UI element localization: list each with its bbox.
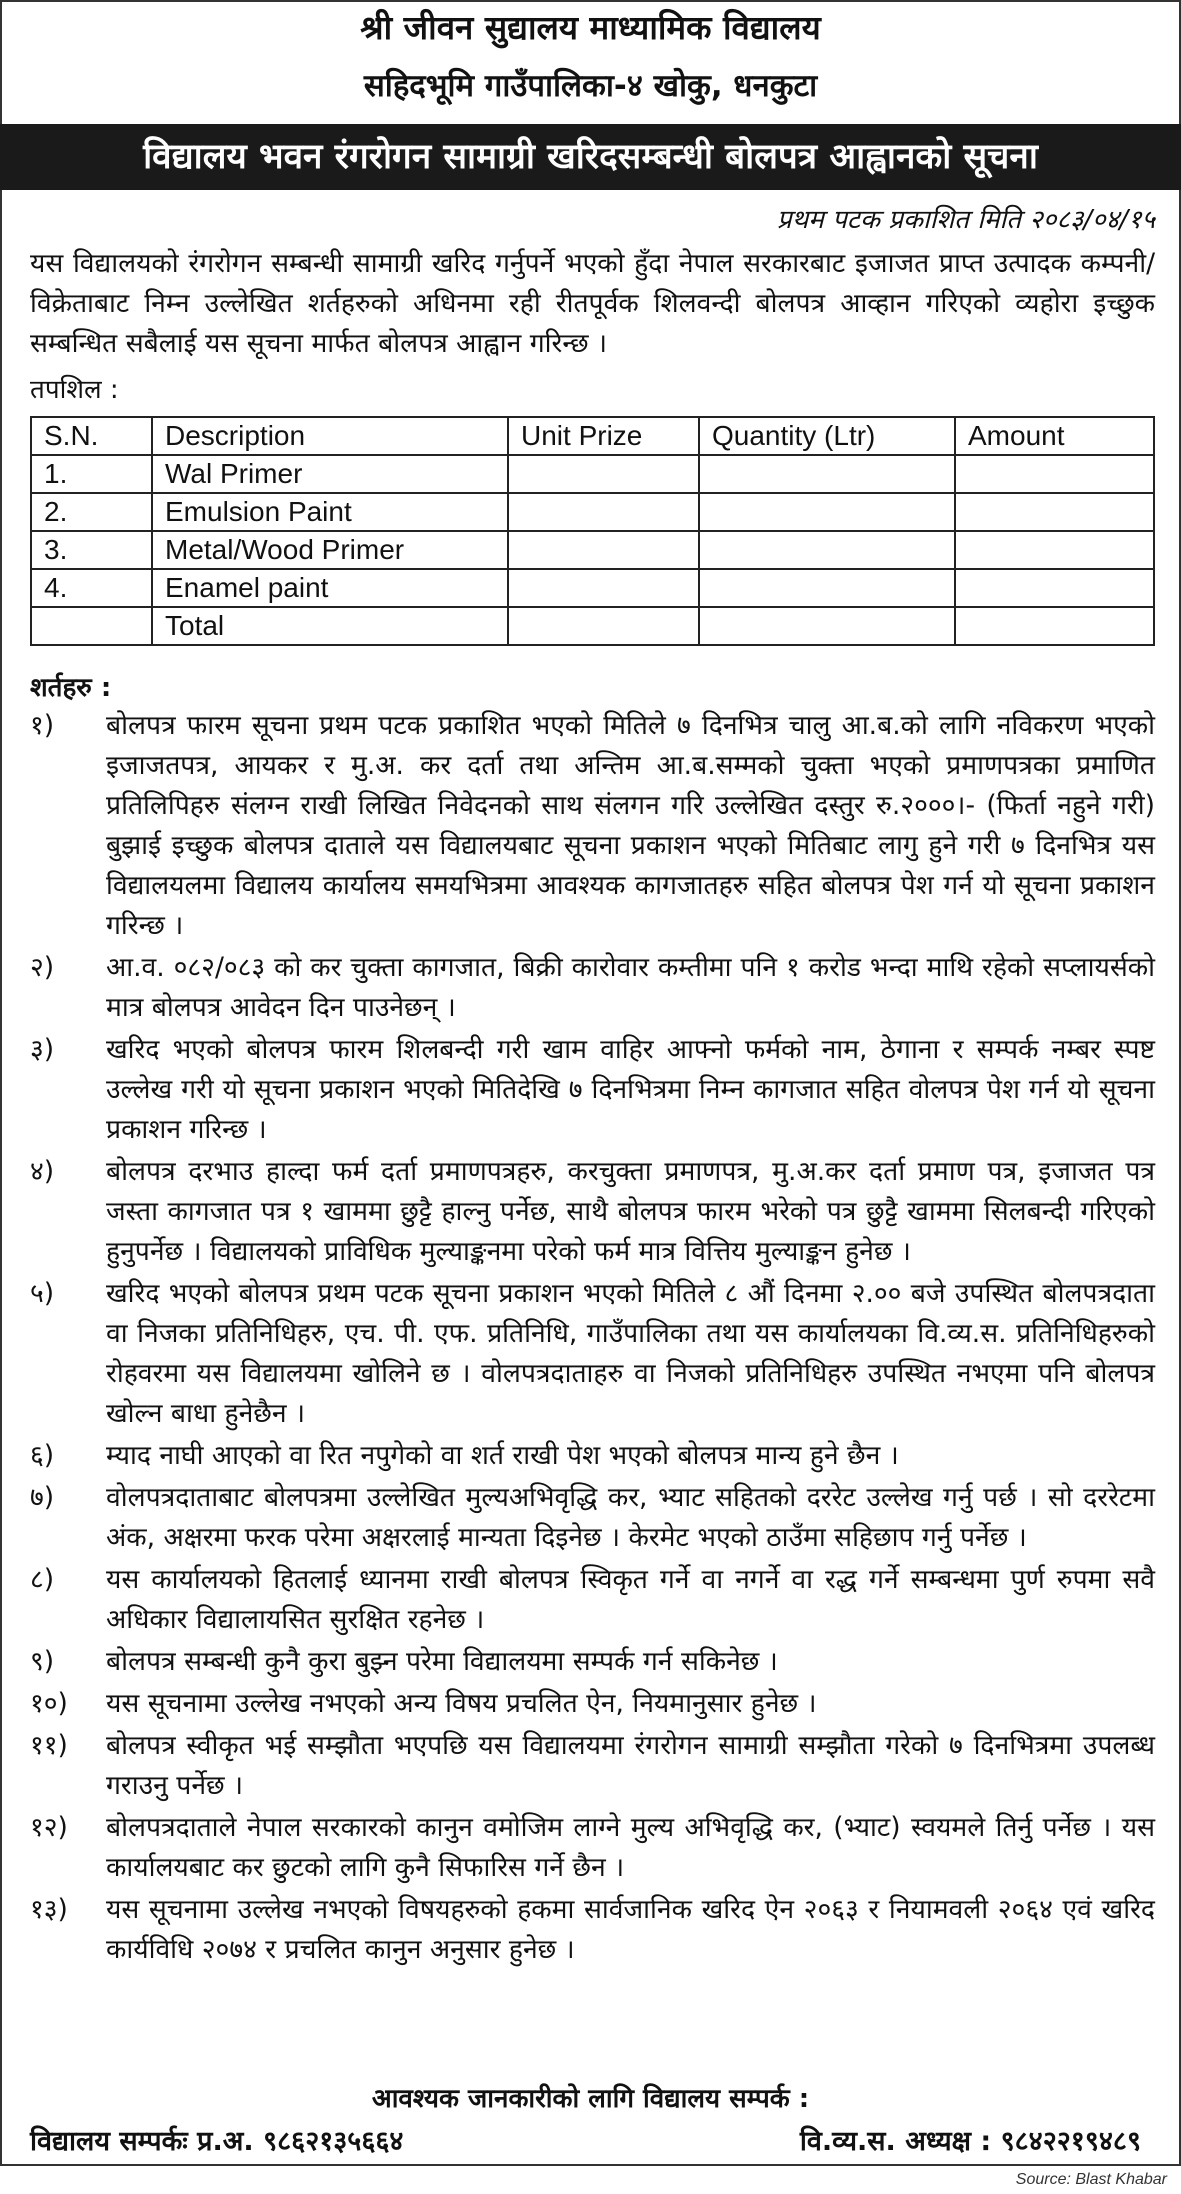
cell-unit-prize [508, 607, 699, 645]
table-row [31, 493, 1154, 531]
term-text: म्याद नाघी आएको वा रित नपुगेको वा शर्त राखी पेश भएको बोलपत्र मान्य हुने छैन । [106, 1440, 899, 1471]
list-item [30, 948, 1155, 1028]
contact-heading: आवश्यक जानकारीको लागि विद्यालय सम्पर्क : [371, 2084, 810, 2114]
term-number: १२) [30, 1812, 68, 1843]
term-text: बोलपत्र दरभाउ हाल्दा फर्म दर्ता प्रमाणपत्रहरु, करचुक्ता प्रमाणपत्र, मु.अ.कर दर्ता प्रमाण पत्र, इजाजत पत्र जस्ता कागजात पत्र १ खाममा छुट्टै हाल्नु पर्नेछ, साथै बोलपत्र फारम भरेको पत्र छुट्टै खाममा सिलबन्दी गरिएको हुनुपर्नेछ । विद्यालयको प्राविधिक मुल्याङ्कनमा परेको फर्म मात्र वित्तिय मुल्याङ्कन हुनेछ । [106, 1156, 1155, 1267]
cell-quantity [699, 569, 955, 607]
cell-unit-prize [508, 569, 699, 607]
term-text: खरिद भएको बोलपत्र प्रथम पटक सूचना प्रकाशन भएको मितिले ८ औं दिनमा २.०० बजे उपस्थित बोलपत्रदाता वा निजका प्रतिनिधिहरु, एच. पी. एफ. प्रतिनिधि, गाउँपालिका तथा यस कार्यालयका वि.व्य.स. प्रतिनिधिहरुको रोहवरमा यस विद्यालयमा खोलिने छ । वोलपत्रदाताहरु वा निजको प्रतिनिधिहरु उपस्थित नभएमा पनि बोलपत्र खोल्न बाधा हुनेछैन । [106, 1278, 1155, 1429]
school-name: श्री जीवन सुद्यालय माध्यामिक विद्यालय [360, 8, 821, 47]
term-text: वोलपत्रदाताबाट बोलपत्रमा उल्लेखित मुल्यअभिवृद्धि कर, भ्याट सहितको दररेट उल्लेख गर्नु पर्छ । सो दररेटमा अंक, अक्षरमा फरक परेमा अक्षरलाई मान्यता दिइनेछ । केरमेट भएको ठाउँमा सहिछाप गर्नु पर्नेछ । [106, 1482, 1155, 1553]
items-table [30, 416, 1155, 646]
term-text: खरिद भएको बोलपत्र फारम शिलबन्दी गरी खाम वाहिर आफ्नो फर्मको नाम, ठेगाना र सम्पर्क नम्बर स्पष्ट उल्लेख गरी यो सूचना प्रकाशन भएको मितिदेखि ७ दिनभित्रमा निम्न कागजात सहित वोलपत्र पेश गर्न यो सूचना प्रकाशन गरिन्छ । [106, 1034, 1155, 1145]
cell-unit-prize [508, 531, 699, 569]
cell-quantity [699, 531, 955, 569]
term-number: ५) [30, 1278, 55, 1309]
term-number: ४) [30, 1156, 55, 1187]
cell-sn: 2. [31, 493, 152, 531]
cell-total-label: Total [152, 607, 508, 645]
cell-unit-prize [508, 493, 699, 531]
terms-list [30, 706, 1155, 1972]
cell-amount [955, 531, 1154, 569]
list-item [30, 1030, 1155, 1150]
term-text: आ.व. ०८२/०८३ को कर चुक्ता कागजात, बिक्री कारोवार कम्तीमा पनि १ करोड भन्दा माथि रहेको सप्लायर्सको मात्र बोलपत्र आवेदन दिन पाउनेछन् । [106, 952, 1155, 1023]
term-number: ७) [30, 1482, 55, 1513]
header-unit-prize: Unit Prize [508, 417, 699, 455]
cell-sn: 1. [31, 455, 152, 493]
term-number: ९) [30, 1646, 55, 1677]
table-row [31, 569, 1154, 607]
school-contact: विद्यालय सम्पर्कः प्र.अ. ९८६२१३५६६४ [30, 2126, 404, 2157]
term-text: बोलपत्र फारम सूचना प्रथम पटक प्रकाशित भएको मितिले ७ दिनभित्र चालु आ.ब.को लागि नविकरण भएको इजाजतपत्र, आयकर र मु.अ. कर दर्ता तथा अन्तिम आ.ब.सम्मको चुक्ता भएको प्रमाणपत्रका प्रमाणित प्रतिलिपिहरु संलग्न राखी लिखित निवेदनको साथ संलगन गरि उल्लेखित दस्तुर रु.२०००।- (फिर्ता नहुने गरी) बुझाई इच्छुक बोलपत्र दाताले यस विद्यालयबाट सूचना प्रकाशन भएको मितिबाट लागु हुने गरी ७ दिनभित्र यस विद्यालयलमा विद्यालय कार्यालय समयभित्रमा आवश्यक कागजातहरु सहित बोलपत्र पेश गर्न यो सूचना प्रकाशन गरिन्छ । [106, 710, 1155, 941]
table-header-row [31, 417, 1154, 455]
cell-unit-prize [508, 455, 699, 493]
intro-paragraph: यस विद्यालयको रंगरोगन सम्बन्धी सामाग्री खरिद गर्नुपर्ने भएको हुँदा नेपाल सरकारबाट इजाजत प्राप्त उत्पादक कम्पनी/विक्रेताबाट निम्न उल्लेखित शर्तहरुको अधिनमा रही रीतपूर्वक शिलवन्दी बोलपत्र आव्हान गरिएको व्यहोरा इच्छुक सम्बन्धित सबैलाई यस सूचना मार्फत बोलपत्र आह्वान गरिन्छ । [30, 248, 1155, 359]
term-number: ८) [30, 1564, 55, 1595]
cell-amount [955, 569, 1154, 607]
cell-description: Enamel paint [152, 569, 508, 607]
list-item [30, 1684, 1155, 1724]
term-text: बोलपत्रदाताले नेपाल सरकारको कानुन वमोजिम लाग्ने मुल्य अभिवृद्धि कर, (भ्याट) स्वयमले तिर्नु पर्नेछ । यस कार्यालयबाट कर छुटको लागि कुनै सिफारिस गर्ने छैन । [106, 1812, 1155, 1883]
cell-amount [955, 607, 1154, 645]
cell-description: Wal Primer [152, 455, 508, 493]
term-number: ११) [30, 1730, 68, 1761]
term-number: २) [30, 952, 55, 983]
list-item [30, 1478, 1155, 1558]
cell-sn: 3. [31, 531, 152, 569]
list-item [30, 706, 1155, 946]
source-credit: Source: Blast Khabar [1015, 2171, 1167, 2188]
cell-sn: 4. [31, 569, 152, 607]
header-sn: S.N. [31, 417, 152, 455]
cell-description: Emulsion Paint [152, 493, 508, 531]
details-label: तपशिल : [30, 375, 119, 405]
term-number: १०) [30, 1688, 68, 1719]
chairperson-contact: वि.व्य.स. अध्यक्ष : ९८४२२१९४८९ [799, 2126, 1141, 2157]
notice-title: विद्यालय भवन रंगरोगन सामाग्री खरिदसम्बन्धी बोलपत्र आह्वानको सूचना [0, 124, 1181, 190]
term-number: ३) [30, 1034, 55, 1065]
cell-sn [31, 607, 152, 645]
term-text: बोलपत्र सम्बन्धी कुनै कुरा बुझ्न परेमा विद्यालयमा सम्पर्क गर्न सकिनेछ । [106, 1646, 778, 1677]
term-text: यस कार्यालयको हितलाई ध्यानमा राखी बोलपत्र स्विकृत गर्ने वा नगर्ने वा रद्ध गर्ने सम्बन्धमा पुर्ण रुपमा सवै अधिकार विद्यालायसित सुरक्षित रहनेछ । [106, 1564, 1155, 1635]
term-text: बोलपत्र स्वीकृत भई सम्झौता भएपछि यस विद्यालयमा रंगरोगन सामाग्री सम्झौता गरेको ७ दिनभित्रमा उपलब्ध गराउनु पर्नेछ । [106, 1730, 1155, 1801]
school-address: सहिदभूमि गाउँपालिका-४ खोकु, धनकुटा [363, 68, 818, 104]
publication-date: प्रथम पटक प्रकाशित मिति २०८३/०४/१५ [776, 205, 1155, 235]
term-number: ६) [30, 1440, 55, 1471]
header-amount: Amount [955, 417, 1154, 455]
table-row [31, 531, 1154, 569]
header-quantity: Quantity (Ltr) [699, 417, 955, 455]
header-description: Description [152, 417, 508, 455]
list-item [30, 1808, 1155, 1888]
list-item [30, 1274, 1155, 1434]
table-total-row [31, 607, 1154, 645]
cell-quantity [699, 493, 955, 531]
cell-quantity [699, 455, 955, 493]
list-item [30, 1560, 1155, 1640]
term-number: १३) [30, 1894, 68, 1925]
list-item [30, 1152, 1155, 1272]
cell-quantity [699, 607, 955, 645]
cell-amount [955, 455, 1154, 493]
terms-heading: शर्तहरु : [30, 673, 112, 703]
term-text: यस सूचनामा उल्लेख नभएको विषयहरुको हकमा सार्वजानिक खरिद ऐन २०६३ र नियामवली २०६४ एवं खरिद कार्यविधि २०७४ र प्रचलित कानुन अनुसार हुनेछ । [106, 1894, 1155, 1965]
list-item [30, 1436, 1155, 1476]
list-item [30, 1726, 1155, 1806]
list-item [30, 1890, 1155, 1970]
cell-description: Metal/Wood Primer [152, 531, 508, 569]
term-number: १) [30, 710, 55, 741]
list-item [30, 1642, 1155, 1682]
cell-amount [955, 493, 1154, 531]
table-row [31, 455, 1154, 493]
term-text: यस सूचनामा उल्लेख नभएको अन्य विषय प्रचलित ऐन, नियमानुसार हुनेछ । [106, 1688, 817, 1719]
